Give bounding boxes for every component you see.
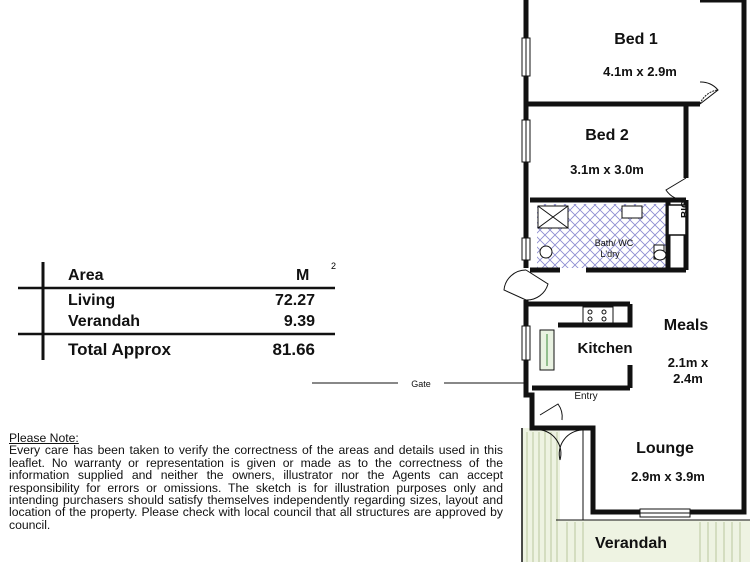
entry-label: Entry — [574, 391, 598, 402]
area-header-unit: M — [296, 267, 310, 284]
area-total-value: 81.66 — [272, 340, 315, 359]
room-lounge-dims: 2.9m x 3.9m — [631, 469, 705, 484]
room-kitchen-name: Kitchen — [577, 340, 633, 357]
disclaimer-body: Every care has been taken to verify the correctness of the areas and details used in this leaflet. No warranty or representation is given or made as to the correctness of the information supplied and neither the owners, illustrator nor the Agents can accept responsibility for errors or omissions. The sketch is for illustration purposes only and intending purchasers should satisfy themselves independently regarding sizes, layout and location of the property. Please check with local council that all structures are approved by council. — [9, 443, 503, 532]
area-header-unit-sup: 2 — [331, 261, 337, 271]
room-meals-dims-line2: 2.4m — [673, 371, 703, 386]
room-bed1-dims: 4.1m x 2.9m — [603, 64, 677, 79]
room-meals-name: Meals — [663, 317, 709, 334]
area-row-living-label: Living — [68, 292, 116, 309]
area-row-verandah-label: Verandah — [68, 313, 141, 330]
disclaimer-title: Please Note: — [9, 431, 79, 445]
area-row-living-value: 72.27 — [274, 292, 315, 309]
room-bed1-name: Bed 1 — [614, 31, 658, 48]
area-total-label: Total Approx — [68, 340, 171, 359]
bic-label: BIC — [680, 200, 691, 218]
room-meals-dims-line1: 2.1m x — [667, 355, 709, 370]
room-lounge-name: Lounge — [636, 440, 694, 457]
area-header-label: Area — [68, 267, 104, 284]
room-bath-line2: L'dry — [600, 249, 620, 259]
disclaimer-note — [9, 432, 503, 531]
area-table — [18, 261, 336, 360]
room-bed2-name: Bed 2 — [585, 127, 629, 144]
room-bed2-dims: 3.1m x 3.0m — [570, 162, 644, 177]
area-row-verandah-value: 9.39 — [283, 313, 315, 330]
room-verandah-name: Verandah — [594, 535, 668, 552]
gate-label: Gate — [411, 379, 431, 389]
kitchen-fixtures — [540, 307, 613, 370]
gate-line — [312, 379, 524, 389]
room-bath-line1: Bath/ WC — [594, 238, 634, 248]
